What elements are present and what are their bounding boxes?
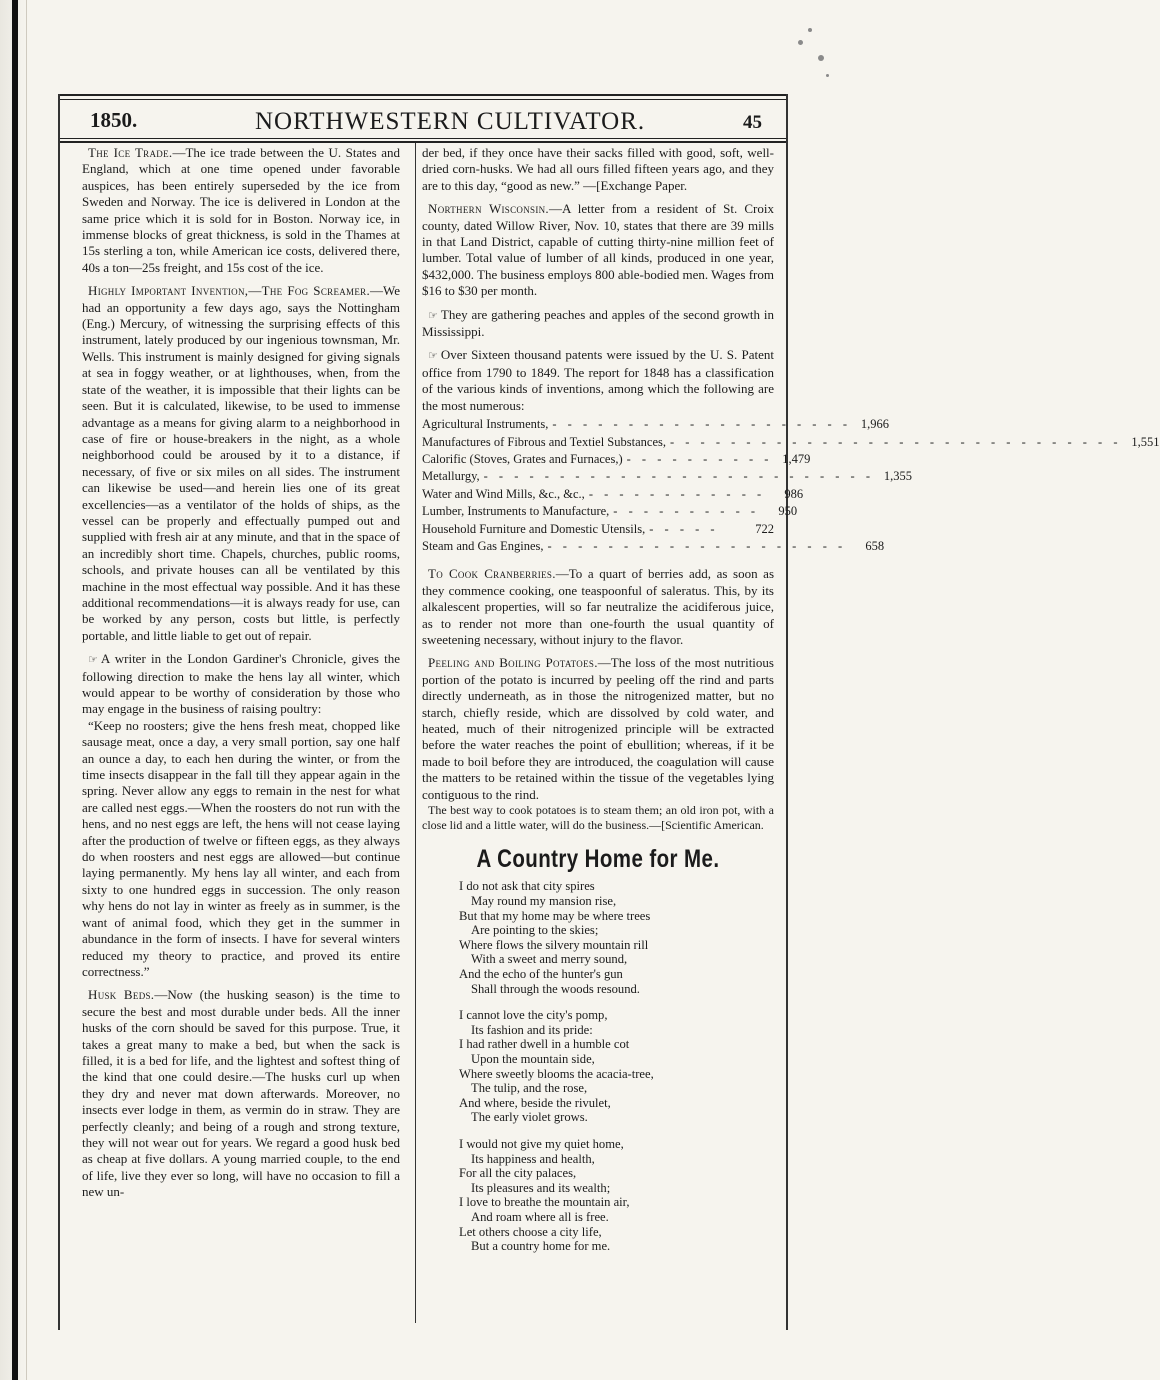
binding-edge [12,0,18,1380]
poem-stanza [459,879,774,996]
right-column [422,145,1160,1266]
leader-dots: - - - - - [649,521,719,536]
poem-line: May round my mansion rise, [471,894,617,909]
poem-line: Shall through the woods resound. [471,981,640,996]
left-column [82,145,400,1201]
poem-line: I do not ask that city spires [459,879,595,894]
poem-line: Its happiness and health, [471,1151,595,1166]
article-potatoes [422,655,774,803]
poem-stanza [459,1137,774,1254]
table-row [422,503,798,520]
poem-line: And the echo of the hunter's gun [459,967,623,981]
leader-dots: - - - - - - - - - - [613,504,760,519]
article-heading: Northern Wisconsin. [428,201,549,217]
table-value: 1,551 [1131,434,1160,449]
leader-dots: - - - - - - - - - - - - - - - - - - - - - - - - - - - - - - [669,434,1122,449]
poem-line: Its fashion and its pride: [471,1022,593,1037]
column-divider [415,143,416,1323]
table-row [422,468,912,485]
poem-line: Upon the mountain side, [471,1051,595,1066]
header-rule [60,138,786,139]
table-value: 1,479 [782,451,811,466]
article-cranberries [422,566,774,648]
ink-speck [808,28,812,32]
article-fog-screamer [82,283,400,644]
frame-left-rule [58,94,60,1330]
header-rule-thick [60,141,786,143]
article-heading: Highly Important Invention,—The Fog Screamer. [88,283,370,299]
table-label: Lumber, Instruments to Manufacture, [422,504,610,519]
poem-line: Where flows the silvery mountain rill [459,937,649,952]
article-heading: Husk Beds. [88,987,155,1003]
frame-right-rule [786,94,788,1330]
table-value: 1,966 [860,417,890,432]
table-label: Water and Wind Mills, &c., &c., [422,486,585,501]
article-husk-beds-continued: der bed, if they once have their sacks filled with good, soft, well-dried corn-husks. We had all ours filled fifteen years ago, and they are to this day, “good as new.” —[Exchange Paper. [422,145,774,193]
ink-speck [826,74,829,77]
poem-title: A Country Home for Me. [476,845,720,874]
pointing-hand-icon: ☞ [428,349,438,363]
pointing-hand-icon: ☞ [428,308,438,322]
article-peaches [422,307,774,341]
table-row [422,538,885,555]
table-value: 950 [778,504,798,519]
poem-line: And roam where all is free. [471,1209,609,1224]
article-ice-trade [82,145,400,276]
ink-speck [818,55,824,61]
table-label: Household Furniture and Domestic Utensils, [422,521,646,536]
table-label: Agricultural Instruments, [422,417,549,432]
poem-line: With a sweet and merry sound, [471,952,628,967]
leader-dots: - - - - - - - - - - - - - - - - - - - - [547,538,847,553]
table-value: 986 [784,486,804,501]
poem-line: Its pleasures and its wealth; [471,1180,611,1195]
article-body: —To a quart of berries add, as soon as they commence cooking, one teaspoonful of saleratus. This, by its alkalescent properties, will so far neutralize the acidiferous juice, as to render not more than one-fourth the usual quantity of sweetening necessary, without injury to the flavor. [422,566,774,647]
article-body: —The ice trade between the U. States and England, which at one time opened under favorable auspices, has been entirely superseded by the ice from Sweden and Norway. The ice is delivered in London at the same price which it is sold for in Boston. Norway ice, in immense blocks of great thickness, is sold in the Thames at 15s sterling a ton, while American ice costs, delivered there, 40s a ton—25s freight, and 15s cost of the ice. [82,145,400,275]
page-number: 45 [743,112,762,133]
poem-line: For all the city palaces, [459,1166,577,1181]
table-value: 658 [865,538,885,553]
table-label: Metallurgy, [422,469,480,484]
table-label: Manufactures of Fibrous and Textiel Substances, [422,434,666,449]
leader-dots: - - - - - - - - - - - - - - - - - - - - [552,417,852,432]
article-body: —The loss of the most nutritious portion of the potato is incurred by peeling off the rind and parts directly underneath, as in those the nitrogenized matter, but no starch, chiefly reside, which are dissolved by cold water, and heated, much of their nitrogenized principle will be extracted before the water reaches the point of ebullition; whereas, if it be made to boil before they are introduced, the coagulation will cause the matters to be retained within the tissue of the vegetables lying contiguous to the rind. [422,655,774,802]
leader-dots: - - - - - - - - - - - - - - - - - - - - - - - - - - [483,469,874,484]
ink-speck [798,40,803,45]
article-northern-wisconsin [422,201,774,299]
table-label: Steam and Gas Engines, [422,538,544,553]
article-body: —We had an opportunity a few days ago, says the Nottingham (Eng.) Mercury, of witnessing the surprising effects of this instrument, lately produced by our ingenious townsman, Mr. Wells. This instrument is mainly designed for giving signals at sea in foggy weather, or at lighthouses, when, from the state of the weather, it is impossible that their lights can be seen. But it is calculated, likewise, to be used to immense advantage as a means for giving alarm to a neighborhood in case of fire or house-breakers in the night, as a whole neighborhood could be aroused by it to a distance, if necessary, of five or six miles on all sides. The instrument can likewise be used—and herein lies one of its great excellencies—as a ventilator of the holds of ships, as the vessel can be properly and effectually pumped out and supplied with fresh air at any minute, and that in the space of an incredibly short time. Chapels, churches, public rooms, schools, and private houses can all be ventilated by this machine in the most effectual way possible. And it has these additional recommendations—it is always ready for use, can be worked by any person, costs but little, is perfectly portable, and little liable to get out of repair. [82,283,400,643]
table-value: 1,355 [883,469,912,484]
article-hens-quote: “Keep no roosters; give the hens fresh meat, chopped like sausage meat, once a day, a very small portion, say one half an ounce a day, to each hen during the winter, or from the time insects disappear in the fall till they appear again in the spring. Never allow any eggs to remain in the nest for what are called nest eggs.—When the roosters do not run with the hens, and no nest eggs are left, the hens will not cease laying after the production of twelve or fifteen eggs, as they always do when roosters and nest eggs are allowed—but continue laying permanently. My hens lay all winter, and each from sixty to one hundred eggs in succession. The only reason why hens do not lay in winter as freely as in summer, is the want of animal food, which they get in the summer in abundance in the form of insects. I have for several winters reduced my theory to practice, and proved its entire correctness.” [82,717,400,979]
poem-line: Are pointing to the skies; [471,923,599,938]
poem-line: I had rather dwell in a humble cot [459,1037,630,1052]
article-body: —Now (the husking season) is the time to secure the best and most durable under beds. All the inner husks of the corn should be saved for this purpose. True, it takes a great many to make a bed, but when the sack is filled, it is a bed for life, and the lightest and softest thing of the kind that one could desire.—The husks curl up when they dry and never mat down afterwards. Moreover, no insects ever lodge in them, as vermin do in straw. They are perfectly cleanly; and being of a rough and strong texture, they will not wear out for years. We regard a good husk bed as cheap at five dollars. A young married couple, to the end of life, live they ever so long, will have no occasion to fill a new un- [82,987,400,1200]
article-heading: To Cook Cranberries. [428,566,556,582]
poem-line: The early violet grows. [471,1110,588,1125]
leader-dots: - - - - - - - - - - [626,451,773,466]
page-year: 1850. [90,108,138,132]
frame-top-rule-thin [58,99,788,100]
article-body: They are gathering peaches and apples of the second growth in Mississippi. [422,306,774,340]
article-hens [82,651,400,718]
table-row [422,434,1160,451]
article-body: —A letter from a resident of St. Croix county, dated Willow River, Nov. 10, states that there are 39 mills in that Land District, capable of cutting thirty-nine million feet of lumber. Total value of lumber of all kinds, produced in one year, $432,000. The business employs 800 able-bodied men. Wages from $16 to $30 per month. [422,201,775,299]
frame-top-rule [58,94,788,96]
article-heading: The Ice Trade. [88,145,173,160]
table-row [422,486,804,503]
table-value: 722 [755,521,774,536]
poem-line: And where, beside the rivulet, [459,1095,611,1110]
spine-line [26,0,27,1380]
article-body: A writer in the London Gardiner's Chronicle, gives the following direction to make the hens lay all winter, which would appear to be worthy of consideration by those who may engage in the business of raising poultry: [82,651,400,717]
table-label: Calorific (Stoves, Grates and Furnaces,) [422,451,623,466]
poem-line: But that my home may be where trees [459,908,651,923]
table-row [422,451,811,468]
pointing-hand-icon: ☞ [88,653,98,667]
poem-line: But a country home for me. [471,1239,611,1254]
poem-line: The tulip, and the rose, [471,1081,588,1096]
article-husk-beds [82,987,400,1200]
patent-table [422,416,1160,555]
journal-title: NORTHWESTERN CULTIVATOR. [255,108,646,135]
poem-line: Where sweetly blooms the acacia-tree, [459,1066,654,1081]
poem-line: I would not give my quiet home, [459,1136,624,1151]
article-body: Over Sixteen thousand patents were issued by the U. S. Patent office from 1790 to 1849. The report for 1848 has a classification of the various kinds of inventions, among which the following are the most numerous: [422,347,774,413]
leader-dots: - - - - - - - - - - - - [588,486,766,501]
poem-line: Let others choose a city life, [459,1224,602,1239]
poem-line: I cannot love the city's pomp, [459,1008,608,1023]
article-potatoes-note: The best way to cook potatoes is to steam them; an old iron pot, with a close lid and a little water, will do the business.—[Scientific American. [422,803,774,833]
article-patents [422,347,774,414]
table-row [422,416,890,433]
article-heading: Peeling and Boiling Potatoes. [428,655,598,671]
poem-stanza [459,1008,774,1125]
table-row [422,521,774,538]
poem-line: I love to breathe the mountain air, [459,1195,630,1210]
